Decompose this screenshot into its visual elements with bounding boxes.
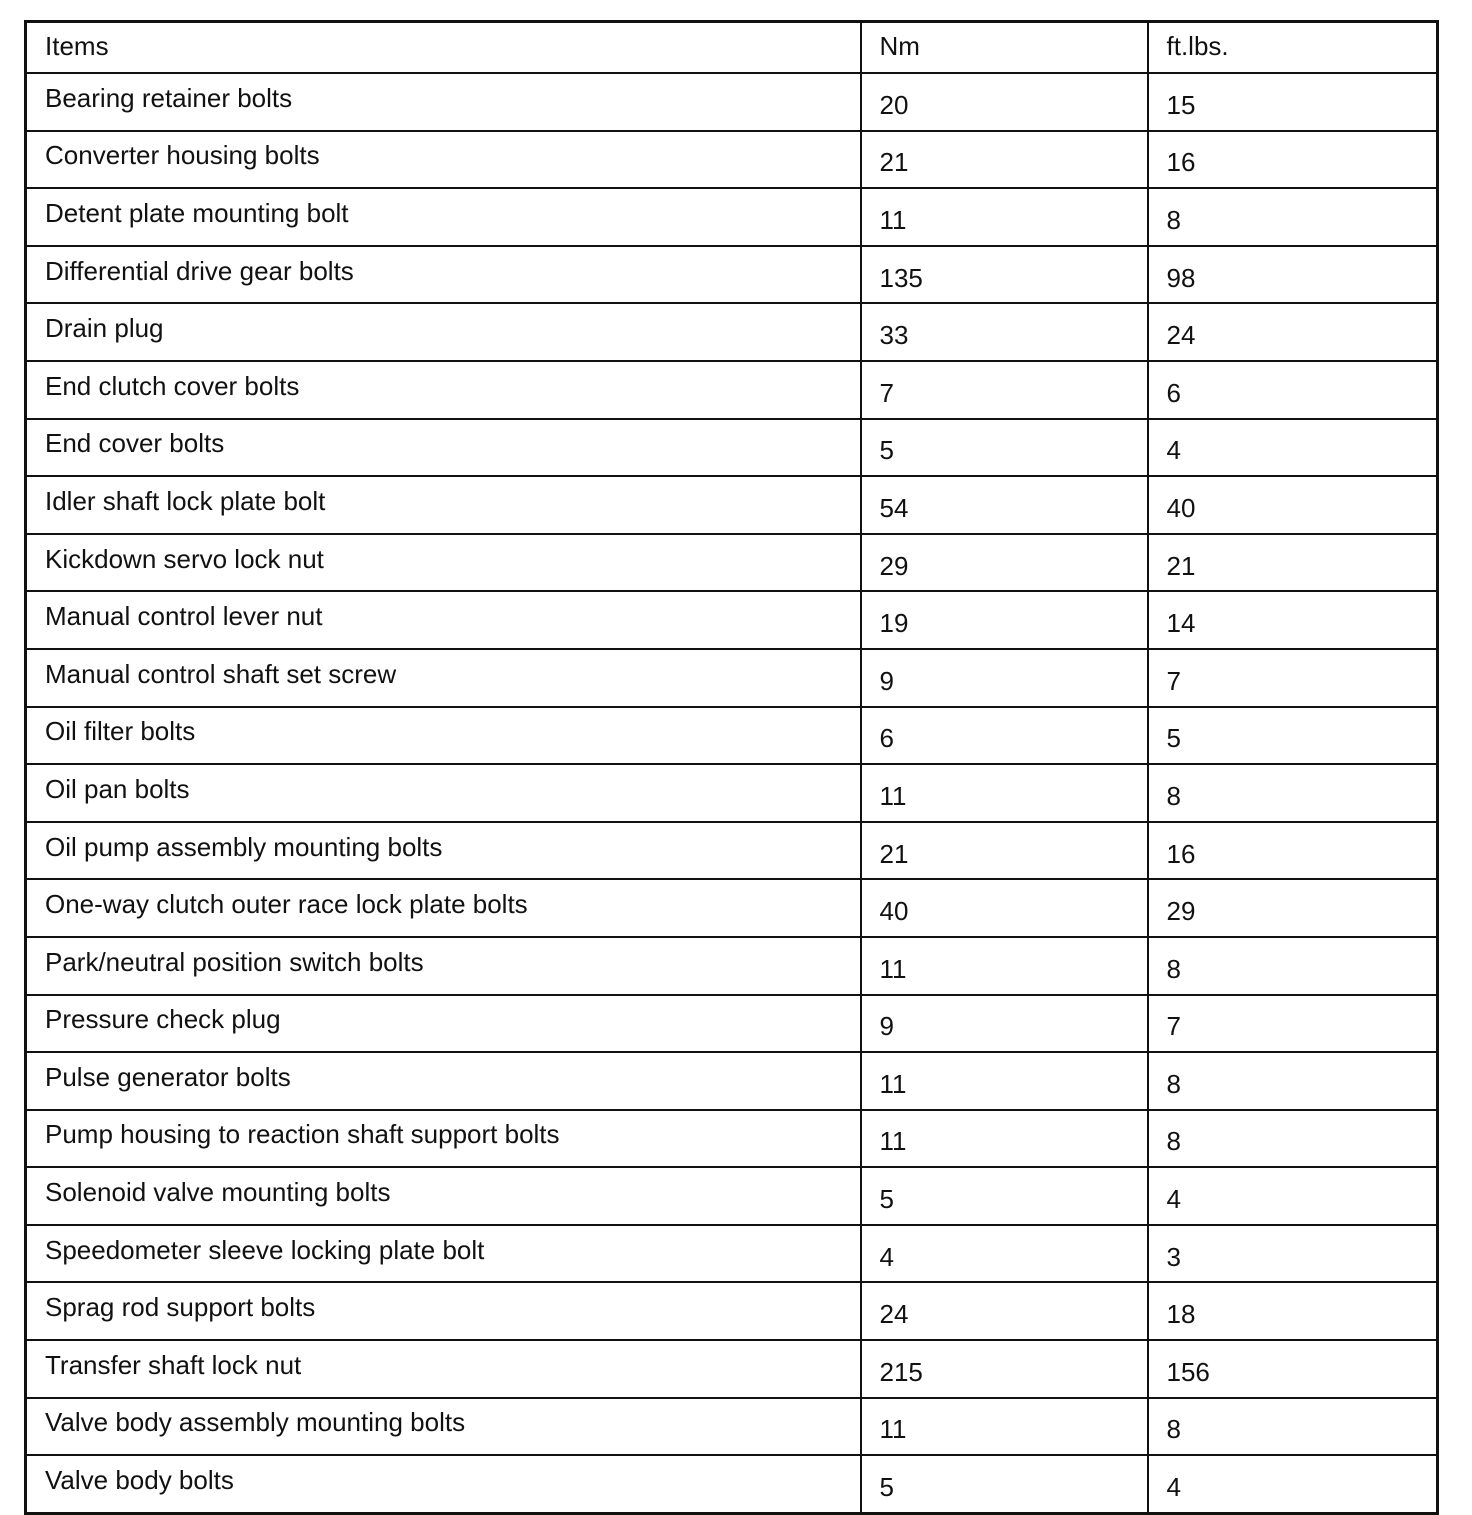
table-row — [26, 649, 1438, 707]
ftlbs-value-cell: 8 — [1148, 764, 1438, 822]
table-row — [26, 188, 1438, 246]
nm-value-cell: 33 — [861, 303, 1148, 361]
header-row — [26, 22, 1438, 74]
ftlbs-value-cell: 15 — [1148, 73, 1438, 131]
table-row — [26, 1282, 1438, 1340]
nm-value-cell: 5 — [861, 419, 1148, 477]
nm-value-cell: 4 — [861, 1225, 1148, 1283]
torque-specifications-table — [24, 20, 1439, 1515]
table-row — [26, 361, 1438, 419]
table-header — [26, 22, 1438, 74]
item-cell: End cover bolts — [26, 419, 861, 477]
item-cell: Sprag rod support bolts — [26, 1282, 861, 1340]
item-cell: Pump housing to reaction shaft support bolts — [26, 1110, 861, 1168]
table-row — [26, 1398, 1438, 1456]
item-cell: Detent plate mounting bolt — [26, 188, 861, 246]
nm-value-cell: 20 — [861, 73, 1148, 131]
nm-value-cell: 11 — [861, 1052, 1148, 1110]
item-cell: Transfer shaft lock nut — [26, 1340, 861, 1398]
item-cell: Pressure check plug — [26, 995, 861, 1053]
nm-value-cell: 40 — [861, 879, 1148, 937]
table-row — [26, 419, 1438, 477]
ftlbs-value-cell: 7 — [1148, 995, 1438, 1053]
ftlbs-value-cell: 14 — [1148, 591, 1438, 649]
table-row — [26, 1455, 1438, 1513]
table-row — [26, 73, 1438, 131]
ftlbs-value-cell: 4 — [1148, 1167, 1438, 1225]
nm-value-cell: 21 — [861, 131, 1148, 189]
ftlbs-value-cell: 40 — [1148, 476, 1438, 534]
table-row — [26, 879, 1438, 937]
item-cell: Manual control lever nut — [26, 591, 861, 649]
table-body — [26, 73, 1438, 1513]
nm-value-cell: 11 — [861, 1398, 1148, 1456]
item-cell: Oil pan bolts — [26, 764, 861, 822]
ftlbs-value-cell: 24 — [1148, 303, 1438, 361]
nm-value-cell: 11 — [861, 764, 1148, 822]
item-cell: End clutch cover bolts — [26, 361, 861, 419]
nm-value-cell: 29 — [861, 534, 1148, 592]
ftlbs-value-cell: 16 — [1148, 131, 1438, 189]
table-row — [26, 937, 1438, 995]
table-row — [26, 1052, 1438, 1110]
table-row — [26, 764, 1438, 822]
item-cell: Bearing retainer bolts — [26, 73, 861, 131]
column-header-nm: Nm — [861, 22, 1148, 74]
ftlbs-value-cell: 8 — [1148, 1052, 1438, 1110]
column-header-ftlbs: ft.lbs. — [1148, 22, 1438, 74]
ftlbs-value-cell: 6 — [1148, 361, 1438, 419]
item-cell: Park/neutral position switch bolts — [26, 937, 861, 995]
nm-value-cell: 6 — [861, 707, 1148, 765]
item-cell: Kickdown servo lock nut — [26, 534, 861, 592]
table-row — [26, 1340, 1438, 1398]
nm-value-cell: 9 — [861, 995, 1148, 1053]
ftlbs-value-cell: 5 — [1148, 707, 1438, 765]
column-header-items: Items — [26, 22, 861, 74]
item-cell: Oil pump assembly mounting bolts — [26, 822, 861, 880]
ftlbs-value-cell: 3 — [1148, 1225, 1438, 1283]
table-row — [26, 707, 1438, 765]
ftlbs-value-cell: 29 — [1148, 879, 1438, 937]
ftlbs-value-cell: 16 — [1148, 822, 1438, 880]
nm-value-cell: 11 — [861, 188, 1148, 246]
item-cell: Valve body bolts — [26, 1455, 861, 1513]
nm-value-cell: 24 — [861, 1282, 1148, 1340]
item-cell: One-way clutch outer race lock plate bolts — [26, 879, 861, 937]
table-row — [26, 1225, 1438, 1283]
ftlbs-value-cell: 8 — [1148, 1398, 1438, 1456]
table-row — [26, 1110, 1438, 1168]
nm-value-cell: 5 — [861, 1455, 1148, 1513]
nm-value-cell: 135 — [861, 246, 1148, 304]
item-cell: Idler shaft lock plate bolt — [26, 476, 861, 534]
item-cell: Drain plug — [26, 303, 861, 361]
table-row — [26, 591, 1438, 649]
ftlbs-value-cell: 4 — [1148, 419, 1438, 477]
ftlbs-value-cell: 156 — [1148, 1340, 1438, 1398]
table-row — [26, 1167, 1438, 1225]
ftlbs-value-cell: 18 — [1148, 1282, 1438, 1340]
nm-value-cell: 5 — [861, 1167, 1148, 1225]
table-row — [26, 534, 1438, 592]
item-cell: Pulse generator bolts — [26, 1052, 861, 1110]
nm-value-cell: 7 — [861, 361, 1148, 419]
table-row — [26, 476, 1438, 534]
table-row — [26, 822, 1438, 880]
table-row — [26, 995, 1438, 1053]
item-cell: Converter housing bolts — [26, 131, 861, 189]
nm-value-cell: 11 — [861, 1110, 1148, 1168]
item-cell: Manual control shaft set screw — [26, 649, 861, 707]
item-cell: Speedometer sleeve locking plate bolt — [26, 1225, 861, 1283]
table-row — [26, 246, 1438, 304]
ftlbs-value-cell: 21 — [1148, 534, 1438, 592]
item-cell: Oil filter bolts — [26, 707, 861, 765]
item-cell: Valve body assembly mounting bolts — [26, 1398, 861, 1456]
nm-value-cell: 215 — [861, 1340, 1148, 1398]
nm-value-cell: 11 — [861, 937, 1148, 995]
nm-value-cell: 21 — [861, 822, 1148, 880]
ftlbs-value-cell: 4 — [1148, 1455, 1438, 1513]
nm-value-cell: 54 — [861, 476, 1148, 534]
ftlbs-value-cell: 8 — [1148, 1110, 1438, 1168]
ftlbs-value-cell: 7 — [1148, 649, 1438, 707]
ftlbs-value-cell: 98 — [1148, 246, 1438, 304]
item-cell: Solenoid valve mounting bolts — [26, 1167, 861, 1225]
nm-value-cell: 9 — [861, 649, 1148, 707]
table-row — [26, 303, 1438, 361]
ftlbs-value-cell: 8 — [1148, 188, 1438, 246]
item-cell: Differential drive gear bolts — [26, 246, 861, 304]
table-row — [26, 131, 1438, 189]
ftlbs-value-cell: 8 — [1148, 937, 1438, 995]
nm-value-cell: 19 — [861, 591, 1148, 649]
